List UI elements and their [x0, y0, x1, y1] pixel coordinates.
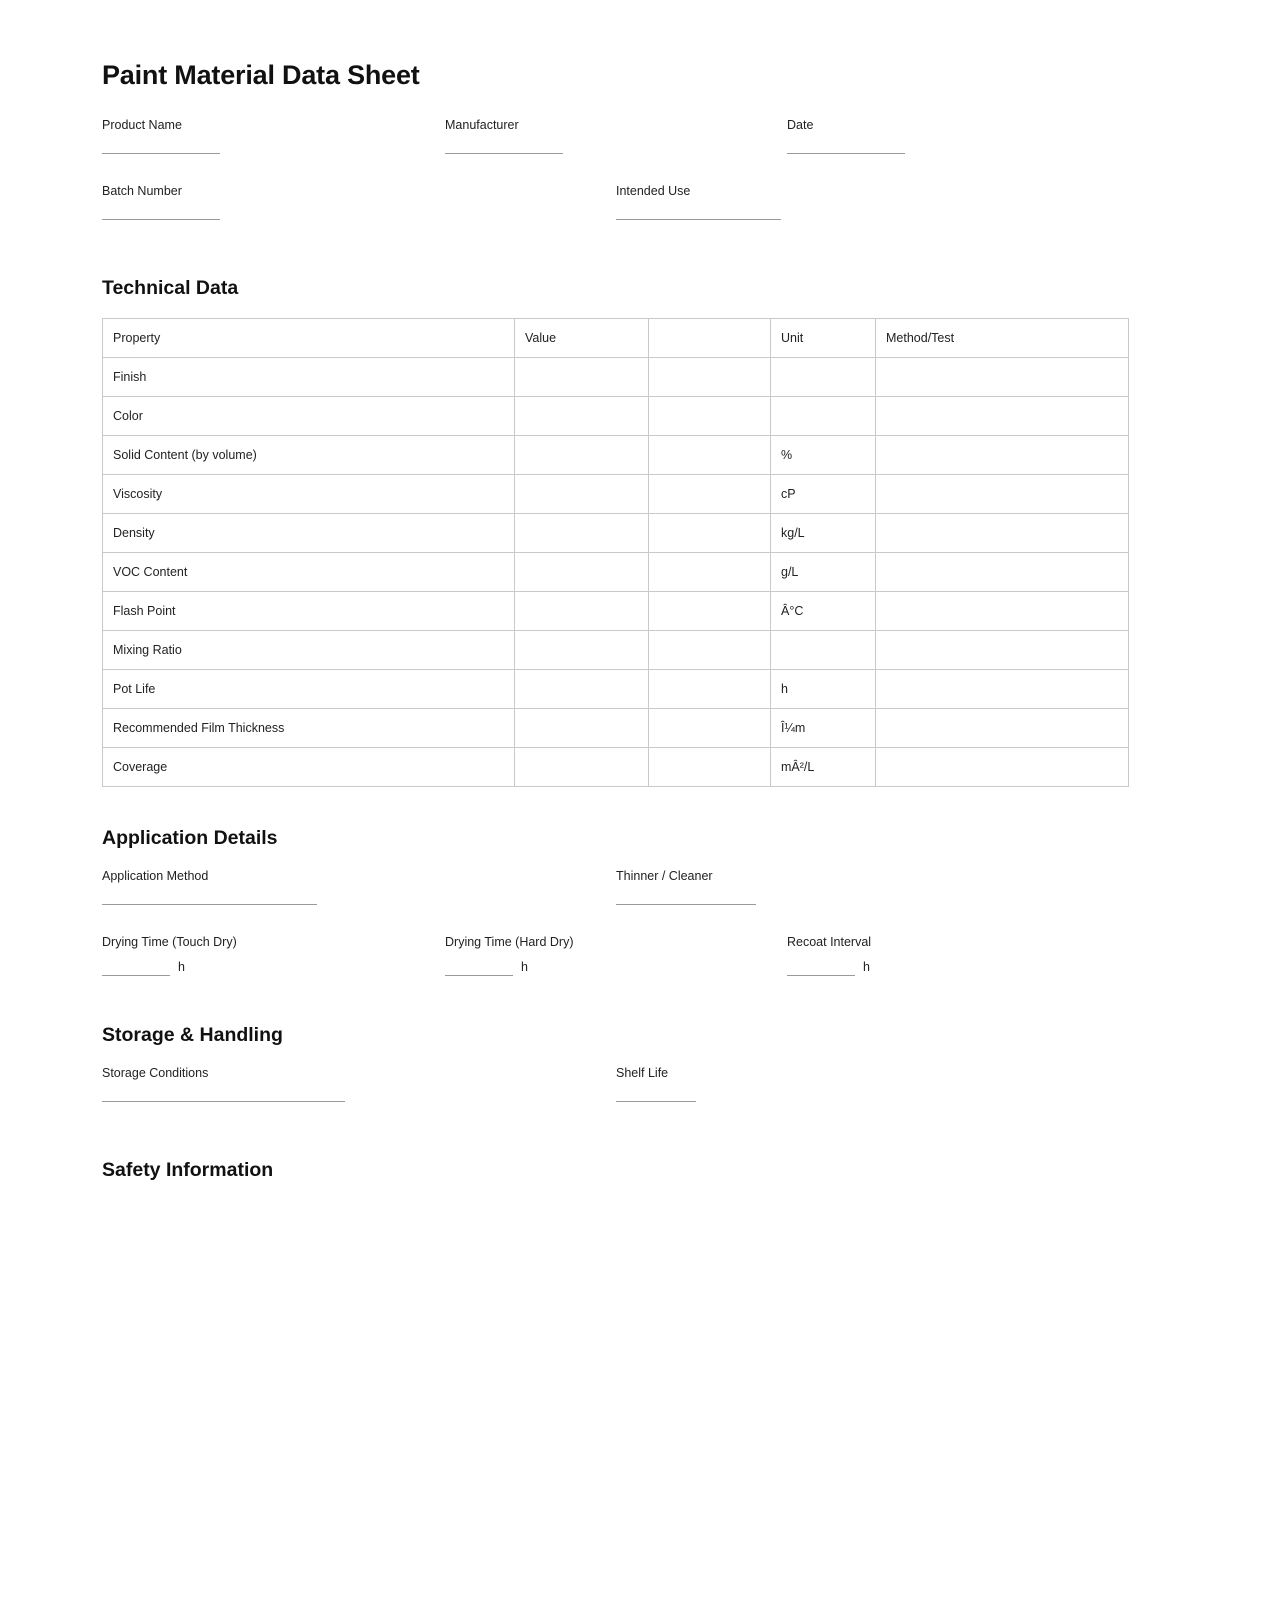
table-row [103, 553, 1129, 592]
section-title-application-details: Application Details [102, 827, 278, 849]
cell-value[interactable] [515, 436, 649, 475]
spacer [102, 996, 1132, 1024]
cell-unit: kg/L [771, 514, 876, 553]
table-row [103, 358, 1129, 397]
cell-spacer [649, 592, 771, 631]
field-label-thinner-cleaner: Thinner / Cleaner [616, 869, 713, 883]
field-recoat-interval[interactable] [787, 934, 871, 976]
cell-value[interactable] [515, 475, 649, 514]
field-label-shelf-life: Shelf Life [616, 1066, 669, 1080]
field-label-manufacturer: Manufacturer [445, 118, 519, 132]
cell-method[interactable] [876, 748, 1129, 787]
cell-property: Coverage [103, 748, 515, 787]
field-label-product-name: Product Name [102, 118, 182, 132]
field-manufacturer[interactable] [445, 117, 563, 154]
cell-value[interactable] [515, 709, 649, 748]
cell-method[interactable] [876, 592, 1129, 631]
table-row [103, 475, 1129, 514]
section-title-safety-information: Safety Information [102, 1159, 274, 1181]
field-storage-conditions[interactable] [102, 1065, 345, 1102]
cell-method[interactable] [876, 670, 1129, 709]
field-input-intended-use[interactable] [616, 219, 781, 220]
field-label-date: Date [787, 118, 814, 132]
cell-value[interactable] [515, 514, 649, 553]
cell-spacer [649, 514, 771, 553]
cell-spacer [649, 475, 771, 514]
field-input-date[interactable] [787, 153, 905, 154]
cell-property: Mixing Ratio [103, 631, 515, 670]
cell-method[interactable] [876, 475, 1129, 514]
cell-unit: Î¼m [771, 709, 876, 748]
cell-method[interactable] [876, 358, 1129, 397]
section-title-technical-data: Technical Data [102, 277, 239, 299]
cell-property: Color [103, 397, 515, 436]
field-label-drying-time-touch-dry: Drying Time (Touch Dry) [102, 935, 237, 949]
table-row [103, 631, 1129, 670]
table-header-row [103, 319, 1129, 358]
field-input-storage-conditions[interactable] [102, 1101, 345, 1102]
field-input-manufacturer[interactable] [445, 153, 563, 154]
page-title: Paint Material Data Sheet [102, 60, 420, 90]
field-input-recoat-interval[interactable] [787, 975, 855, 976]
cell-property: Pot Life [103, 670, 515, 709]
technical-data-table [102, 318, 1129, 787]
column-header-method: Method/Test [876, 319, 1129, 358]
cell-unit [771, 397, 876, 436]
application-details-row-2 [102, 934, 1132, 996]
spacer [102, 249, 1132, 277]
field-label-storage-conditions: Storage Conditions [102, 1066, 209, 1080]
column-header-spacer [649, 319, 771, 358]
field-input-batch-number[interactable] [102, 219, 220, 220]
unit-drying-time-touch-dry: h [178, 960, 185, 974]
cell-spacer [649, 358, 771, 397]
cell-spacer [649, 553, 771, 592]
field-label-batch-number: Batch Number [102, 184, 182, 198]
field-date[interactable] [787, 117, 905, 154]
cell-value[interactable] [515, 397, 649, 436]
field-label-drying-time-hard-dry: Drying Time (Hard Dry) [445, 935, 574, 949]
cell-unit [771, 631, 876, 670]
cell-method[interactable] [876, 709, 1129, 748]
field-product-name[interactable] [102, 117, 220, 154]
cell-value[interactable] [515, 592, 649, 631]
cell-spacer [649, 436, 771, 475]
table-row [103, 514, 1129, 553]
field-thinner-cleaner[interactable] [616, 868, 756, 905]
application-details-row-1 [102, 868, 1132, 934]
column-header-unit: Unit [771, 319, 876, 358]
cell-value[interactable] [515, 748, 649, 787]
cell-value[interactable] [515, 631, 649, 670]
field-intended-use[interactable] [616, 183, 781, 220]
column-header-property: Property [103, 319, 515, 358]
table-row [103, 709, 1129, 748]
field-input-thinner-cleaner[interactable] [616, 904, 756, 905]
section-title-storage-handling: Storage & Handling [102, 1024, 283, 1046]
field-drying-time-touch-dry[interactable] [102, 934, 237, 976]
cell-unit: % [771, 436, 876, 475]
spacer [102, 787, 1132, 827]
cell-property: Finish [103, 358, 515, 397]
cell-property: Viscosity [103, 475, 515, 514]
cell-value[interactable] [515, 553, 649, 592]
field-input-drying-time-hard-dry[interactable] [445, 975, 513, 976]
header-fields-row-2 [102, 183, 1132, 249]
cell-property: Flash Point [103, 592, 515, 631]
cell-spacer [649, 709, 771, 748]
storage-handling-row-1 [102, 1065, 1132, 1131]
field-batch-number[interactable] [102, 183, 220, 220]
table-row [103, 436, 1129, 475]
cell-method[interactable] [876, 553, 1129, 592]
cell-unit: h [771, 670, 876, 709]
cell-spacer [649, 748, 771, 787]
field-drying-time-hard-dry[interactable] [445, 934, 574, 976]
cell-property: VOC Content [103, 553, 515, 592]
cell-method[interactable] [876, 397, 1129, 436]
cell-value[interactable] [515, 358, 649, 397]
cell-property: Solid Content (by volume) [103, 436, 515, 475]
cell-unit: mÂ²/L [771, 748, 876, 787]
spacer [102, 1131, 1132, 1159]
table-row [103, 748, 1129, 787]
cell-property: Recommended Film Thickness [103, 709, 515, 748]
cell-property: Density [103, 514, 515, 553]
field-input-application-method[interactable] [102, 904, 317, 905]
field-label-recoat-interval: Recoat Interval [787, 935, 872, 949]
cell-spacer [649, 631, 771, 670]
field-input-product-name[interactable] [102, 153, 220, 154]
cell-unit: g/L [771, 553, 876, 592]
cell-value[interactable] [515, 670, 649, 709]
cell-method[interactable] [876, 631, 1129, 670]
table-row [103, 592, 1129, 631]
cell-spacer [649, 670, 771, 709]
header-fields-row-1 [102, 117, 1132, 183]
unit-recoat-interval: h [863, 960, 870, 974]
field-application-method[interactable] [102, 868, 317, 905]
field-label-intended-use: Intended Use [616, 184, 691, 198]
cell-method[interactable] [876, 436, 1129, 475]
field-shelf-life[interactable] [616, 1065, 696, 1102]
cell-method[interactable] [876, 514, 1129, 553]
field-label-application-method: Application Method [102, 869, 209, 883]
cell-unit [771, 358, 876, 397]
field-input-drying-time-touch-dry[interactable] [102, 975, 170, 976]
unit-drying-time-hard-dry: h [521, 960, 528, 974]
cell-unit: Â°C [771, 592, 876, 631]
table-row [103, 397, 1129, 436]
table-row [103, 670, 1129, 709]
cell-spacer [649, 397, 771, 436]
column-header-value: Value [515, 319, 649, 358]
field-input-shelf-life[interactable] [616, 1101, 696, 1102]
cell-unit: cP [771, 475, 876, 514]
document-content [102, 60, 1132, 1200]
